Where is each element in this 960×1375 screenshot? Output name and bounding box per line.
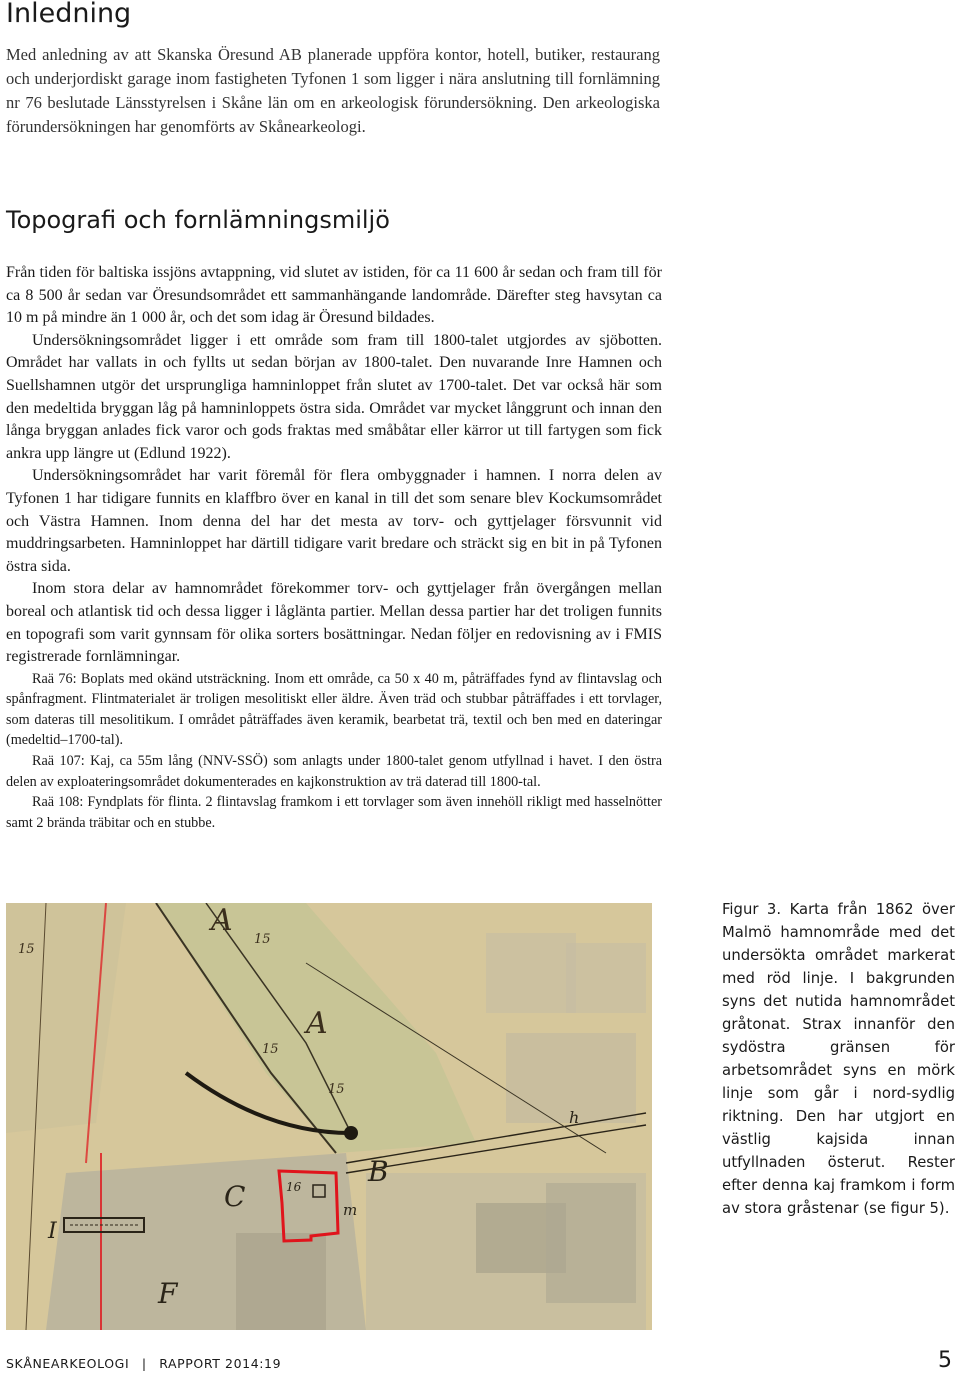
site-entry-rae-107: Raä 107: Kaj, ca 55m lång (NNV-SSÖ) som anlagts under 1800-talet genom utfyllnad i havet. I den östra delen av exploateringsområdet dokumenterades en kajkonstruktion av trä daterad till 1800-tal. <box>6 753 662 790</box>
map-grey-block <box>486 933 576 1013</box>
map-grey-block <box>236 1233 326 1330</box>
map-label-b: B <box>368 1155 389 1188</box>
footer-separator: | <box>141 1356 147 1371</box>
map-label-a: A <box>306 1006 328 1041</box>
map-label-15: 15 <box>328 1082 345 1097</box>
map-grey-block <box>546 1183 636 1303</box>
intro-paragraph: Med anledning av att Skanska Öresund AB planerade uppföra kontor, hotell, butiker, restaurang och underjordiskt garage inom fastigheten Tyfonen 1 som ligger i nära anslutning till fornlämning nr 76 beslutade Länsstyrelsen i Skåne län om en arkeologisk förundersökning. Den arkeologiska förundersökningen har genomförts av Skånearkeologi. <box>6 45 660 136</box>
body-paragraph: Undersökningsområdet har varit föremål för flera ombyggnader i hamnen. I norra delen av Tyfonen 1 har tidigare funnits en klaffbro över en kanal in till det som senare blev Kockumsområdet och Västra Hamnen. Inom denna del har det mesta av torv- och gyttjelager försvunnit vid muddringsarbeten. Hamninloppet har därtill tidigare varit bredare och sträckt sig en bit in på Tyfonen östra sida. <box>6 467 662 575</box>
map-label-a: A <box>211 903 233 938</box>
body-paragraph: Från tiden för baltiska issjöns avtappning, vid slutet av istiden, för ca 11 600 år sedan och fram till för ca 8 500 år sedan var Öresundsområdet ett sammanhängande landområde. Därefter steg havsytan ca 10 m på mindre än 1 000 år, och det som idag är Öresund bildades. <box>6 264 662 327</box>
map-label-15: 15 <box>254 932 271 947</box>
footer-report: RAPPORT 2014:19 <box>159 1356 282 1371</box>
site-entry-rae-76: Raä 76: Boplats med okänd utsträckning. Inom ett område, ca 50 x 40 m, påträffades fynd av flintavslag och spånfragment. Flintmaterialet är troligen mesolitiskt eller äldre. Även träd och stubbar påträffades i ett torvlager, som dateras till mesolitikum. I området påträffades även keramik, bearbetat trä, textil och ben med en dateringar (medeltid–1700-tal). <box>6 670 662 749</box>
map-label-i: I <box>48 1219 57 1244</box>
section-body <box>6 262 662 833</box>
body-paragraph: Undersökningsområdet ligger i ett område som fram till 1800-talet utgjordes av sjöbotten. Området har vallats in och fyllts ut sedan början av 1800-talet. Den nuvarande Inre Hamnen och Suellshamnen utgör det ursprungliga hamninloppet från slutet av 1700-talet. Det var också här som den medeltida bryggan låg på hamninloppets östra sida. Området var mycket långgrunt och innan den långa bryggan anlades fick varor och gods fraktas med småbåtar eller kärror ut till fartygen som fick ankra upp längre ut (Edlund 1922). <box>6 331 662 462</box>
map-label-m: m <box>343 1201 358 1219</box>
map-label-15: 15 <box>262 1042 279 1057</box>
historical-map-figure <box>6 903 652 1330</box>
map-label-h: h <box>569 1108 580 1127</box>
body-paragraph: Inom stora delar av hamnområdet förekommer torv- och gyttjelager från övergången mellan boreal och atlantisk tid och dessa ligger i låglänta partier. Mellan dessa partier har det troligen funnits en topografi som varit gynnsam för olika sorters bosättningar. Nedan följer en redovisning av i FMIS registrerade fornlämningar. <box>6 580 662 666</box>
page-heading: Inledning <box>6 0 132 29</box>
page-number: 5 <box>938 1348 952 1373</box>
map-label-16: 16 <box>286 1180 302 1194</box>
map-grey-block <box>566 943 646 1013</box>
footer-publisher: SKÅNEARKEOLOGI <box>6 1356 130 1371</box>
map-label-15: 15 <box>18 942 35 957</box>
harbour-map-1862 <box>6 903 652 1330</box>
page-footer <box>6 1356 281 1371</box>
section-heading: Topografi och fornlämningsmiljö <box>6 206 390 234</box>
map-label-c: C <box>224 1180 246 1213</box>
map-pier-head <box>344 1126 358 1140</box>
site-entry-rae-108: Raä 108: Fyndplats för flinta. 2 flintavslag framkom i ett torvlager som även innehöll rikligt med hasselnötter samt 2 brända träbitar och en stubbe. <box>6 794 662 831</box>
map-label-f: F <box>158 1277 178 1310</box>
figure-caption: Figur 3. Karta från 1862 över Malmö hamnområde med det undersökta området markerat med röd linje. I bakgrunden syns det nutida hamnområdet gråtonat. Strax innanför den sydöstra gränsen för arbetsområdet syns en mörk linje som går i nord-sydlig riktning. Den har utgjort en västlig kajsida innan utfyllnaden österut. Rester efter denna kaj framkom i form av stora gråstenar (se figur 5). <box>722 901 955 1217</box>
